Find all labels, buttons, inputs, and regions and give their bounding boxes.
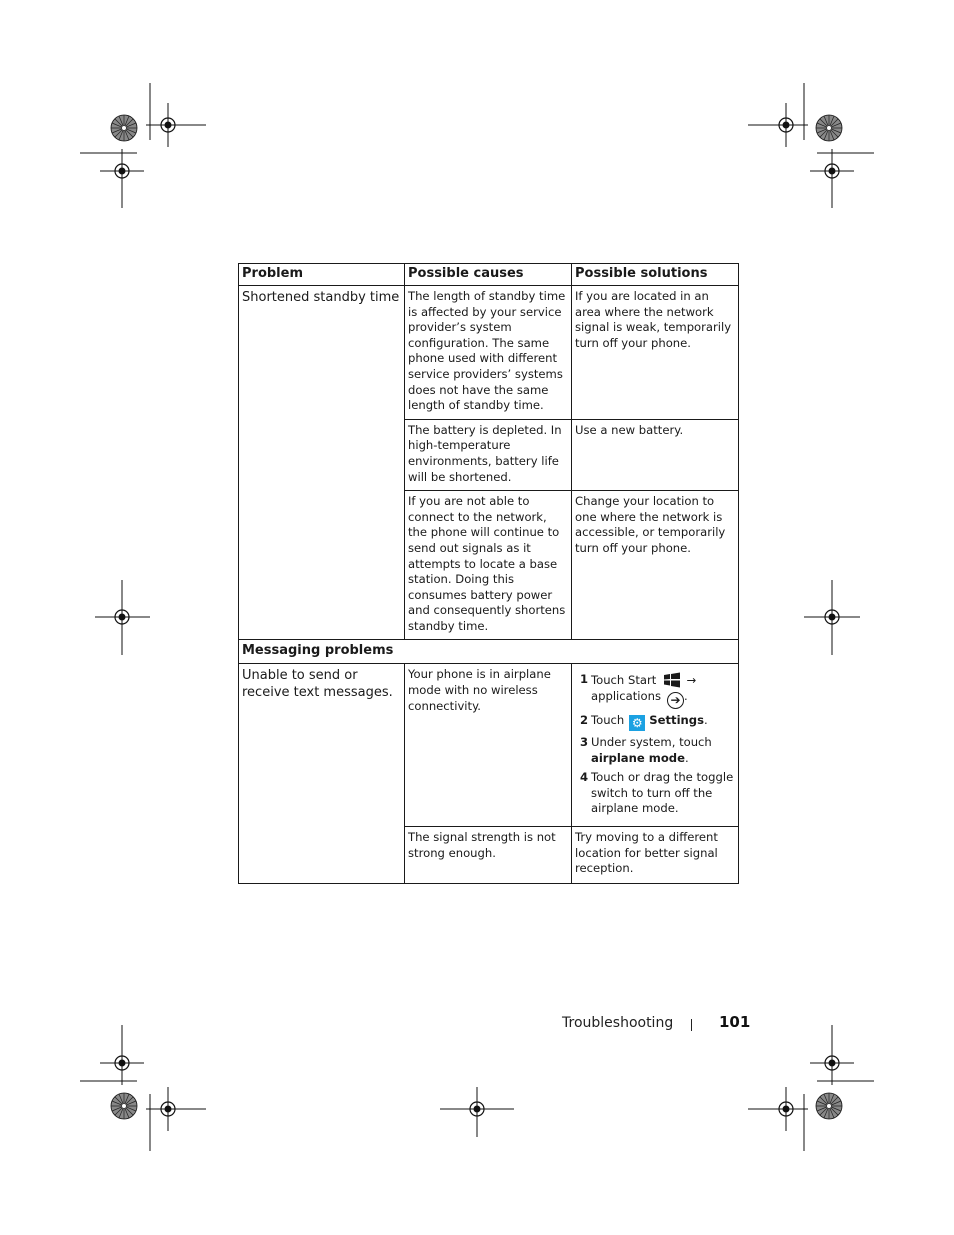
troubleshooting-table bbox=[238, 263, 739, 884]
solution-cell: Try moving to a different location for better signal reception. bbox=[572, 827, 739, 884]
header-problem: Problem bbox=[239, 264, 405, 286]
step-number: 4 bbox=[580, 770, 589, 785]
cause-cell: If you are not able to connect to the network, the phone will continue to send out signals as it attempts to locate a base station. Doing this consumes battery power and consequently shortens standby time. bbox=[405, 491, 572, 640]
arrow-symbol: → bbox=[686, 673, 697, 688]
step-text: Under system, touch bbox=[591, 735, 712, 750]
header-possible-solutions: Possible solutions bbox=[572, 264, 739, 286]
arrow-circle-icon: ➔ bbox=[667, 692, 684, 709]
settings-label: Settings bbox=[649, 713, 705, 728]
problem-messaging: Unable to send or receive text messages. bbox=[239, 664, 405, 883]
cause-cell: The battery is depleted. In high-temperature environments, battery life will be shortened. bbox=[405, 419, 572, 490]
step-number: 1 bbox=[580, 672, 589, 687]
section-row bbox=[239, 640, 739, 664]
step-item: 2 Touch ⚙ Settings. bbox=[580, 713, 708, 731]
cause-cell: Your phone is in airplane mode with no wireless connectivity. bbox=[405, 664, 572, 827]
header-possible-causes: Possible causes bbox=[405, 264, 572, 286]
solution-steps-list bbox=[575, 672, 735, 817]
solution-cell: Change your location to one where the network is accessible, or temporarily turn off your phone. bbox=[572, 491, 739, 640]
solution-cell: Use a new battery. bbox=[572, 419, 739, 490]
step-item: 1 Touch Start → applications ➔ . bbox=[580, 672, 697, 708]
solution-cell: If you are located in an area where the network signal is weak, temporarily turn off your phone. bbox=[572, 286, 739, 420]
settings-gear-icon: ⚙ bbox=[629, 715, 645, 731]
problem-standby: Shortened standby time bbox=[239, 286, 405, 640]
footer-divider bbox=[691, 1019, 692, 1031]
table-row bbox=[239, 286, 739, 420]
step-item bbox=[580, 770, 735, 817]
table-row bbox=[239, 664, 739, 827]
page-number: 101 bbox=[719, 1013, 751, 1031]
step-text: Touch bbox=[591, 713, 625, 728]
section-title-messaging: Messaging problems bbox=[239, 640, 739, 664]
step-text: Touch or drag the toggle switch to turn off the airplane mode. bbox=[591, 770, 734, 816]
cause-cell: The signal strength is not strong enough. bbox=[405, 827, 572, 884]
footer-section-title: Troubleshooting bbox=[562, 1015, 674, 1031]
cause-cell: The length of standby time is affected by your service provider’s system configuration. The same phone used with different service providers’ systems does not have the same length of standby time. bbox=[405, 286, 572, 420]
step-number: 3 bbox=[580, 735, 589, 750]
windows-start-icon bbox=[663, 672, 681, 688]
step-item: 3 Under system, touch airplane mode. bbox=[580, 735, 712, 765]
step-text: Touch Start bbox=[591, 673, 657, 688]
solution-steps-cell bbox=[572, 664, 739, 827]
step-text: applications bbox=[591, 689, 661, 704]
step-number: 2 bbox=[580, 713, 589, 728]
table-header-row bbox=[239, 264, 739, 286]
airplane-mode-label: airplane mode bbox=[591, 750, 685, 765]
